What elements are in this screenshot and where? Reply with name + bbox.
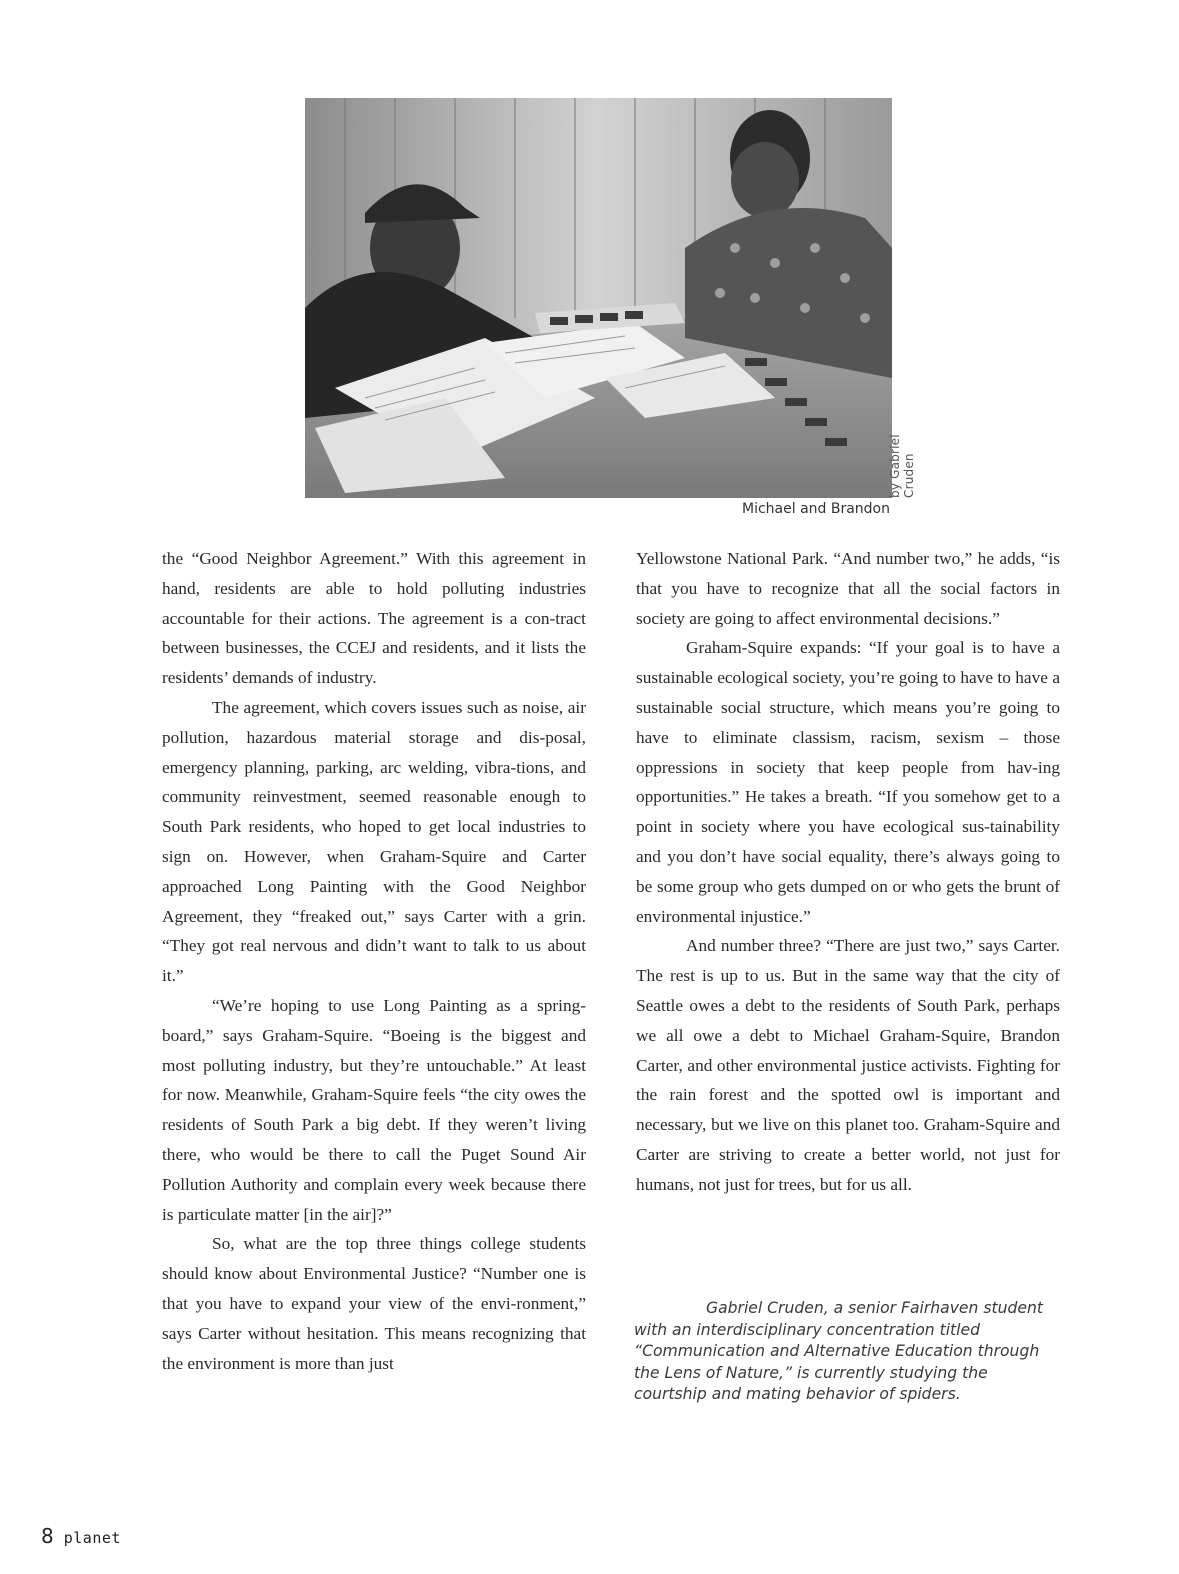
paragraph: And number three? “There are just two,” says Carter. The rest is up to us. But in the same way that the city of Seattle owes a debt to the residents of South Park, perhaps we all owe a debt to Michael Graham-Squire, Brandon Carter, and other environmental justice activists. Fighting for the rain forest and the spotted owl is important and necessary, but we live on this planet too. Graham-Squire and Carter are striving to create a better world, not just for humans, not just for trees, but for us all. (636, 936, 1060, 1194)
article-photo (305, 98, 892, 498)
author-bio: Gabriel Cruden, a senior Fairhaven student with an interdisciplinary concentration titled “Communication and Alternative Education through the Lens of Nature,” is currently studying the courtship and mating behavior of spiders. (634, 1299, 1043, 1404)
paragraph: the “Good Neighbor Agreement.” With this agreement in hand, residents are able to hold polluting industries accountable for their actions. The agreement is a con-tract between businesses, the CCEJ and residents, and it lists the residents’ demands of industry. (162, 549, 586, 688)
paragraph: The agreement, which covers issues such as noise, air pollution, hazardous material storage and dis-posal, emergency planning, parking, arc welding, vibra-tions, and community reinvestment, seemed reasonable enough to South Park residents, who hoped to get local industries to sign on. However, when Graham-Squire and Carter approached Long Painting with the Good Neighbor Agreement, they “freaked out,” says Carter with a grin. “They got real nervous and didn’t want to talk to us about it.” (162, 697, 586, 986)
article-left-column (162, 544, 586, 1378)
paragraph: So, what are the top three things college students should know about Environmental Justice? “Number one is that you have to expand your view of the envi-ronment,” says Carter without hesitation. This means recognizing that the environment is more than just (162, 1234, 586, 1373)
photo-caption: Michael and Brandon (742, 501, 890, 517)
paragraph: Graham-Squire expands: “If your goal is to have a sustainable ecological society, you’re going to have to have a sustainable social structure, which means you’re going to have to eliminate classism, racism, sexism – those oppressions in society that keep people from hav-ing opportunities.” He takes a breath. “If you somehow get to a point in society where you have ecological sus-tainability and you don’t have social equality, there’s always going to be some group who gets dumped on or who gets the brunt of environmental injustice.” (636, 638, 1060, 926)
magazine-name: planet (63, 1529, 121, 1547)
paragraph: Yellowstone National Park. “And number two,” he adds, “is that you have to recognize that all the social factors in society are going to affect environmental decisions.” (636, 549, 1060, 628)
page-footer (41, 1524, 121, 1548)
article-right-column (636, 544, 1060, 1200)
photo-credit: by Gabriel Cruden (888, 434, 916, 498)
page-number: 8 (41, 1524, 54, 1548)
paragraph: “We’re hoping to use Long Painting as a spring-board,” says Graham-Squire. “Boeing is the biggest and most polluting industry, but they’re untouchable.” At least for now. Meanwhile, Graham-Squire feels “the city owes the residents of South Park a big debt. If they weren’t living there, who would be there to call the Puget Sound Air Pollution Authority and complain every week because there is particulate matter [in the air]?” (162, 995, 586, 1224)
